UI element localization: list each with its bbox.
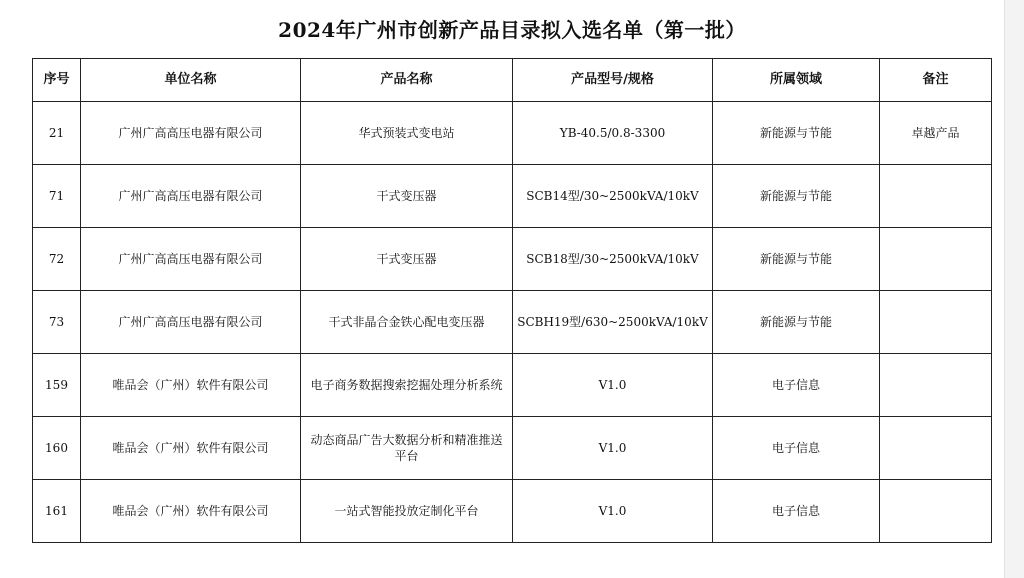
- candidate-list-table: [32, 58, 992, 543]
- header-field: 所属领域: [713, 59, 880, 102]
- cell-serial-number: 161: [33, 480, 81, 543]
- cell-company-name: 唯品会（广州）软件有限公司: [81, 480, 301, 543]
- cell-remarks: [880, 354, 992, 417]
- table-row: [33, 165, 992, 228]
- table-row: [33, 417, 992, 480]
- cell-company-name: 广州广高高压电器有限公司: [81, 165, 301, 228]
- table-row: [33, 102, 992, 165]
- cell-serial-number: 160: [33, 417, 81, 480]
- cell-field: 新能源与节能: [713, 165, 880, 228]
- cell-company-name: 广州广高高压电器有限公司: [81, 291, 301, 354]
- header-company-name: 单位名称: [81, 59, 301, 102]
- table-row: [33, 228, 992, 291]
- cell-product-name: 华式预装式变电站: [301, 102, 513, 165]
- cell-field: 电子信息: [713, 417, 880, 480]
- cell-product-name: 干式变压器: [301, 165, 513, 228]
- table-row: [33, 291, 992, 354]
- page-edge-strip: [1004, 0, 1024, 578]
- header-remarks: 备注: [880, 59, 992, 102]
- cell-field: 新能源与节能: [713, 291, 880, 354]
- cell-product-model: SCB18型/30~2500kVA/10kV: [513, 228, 713, 291]
- cell-serial-number: 21: [33, 102, 81, 165]
- cell-company-name: 广州广高高压电器有限公司: [81, 102, 301, 165]
- cell-product-model: YB-40.5/0.8-3300: [513, 102, 713, 165]
- cell-product-name: 一站式智能投放定制化平台: [301, 480, 513, 543]
- cell-product-model: V1.0: [513, 480, 713, 543]
- cell-product-model: SCB14型/30~2500kVA/10kV: [513, 165, 713, 228]
- cell-remarks: [880, 417, 992, 480]
- cell-field: 新能源与节能: [713, 228, 880, 291]
- cell-field: 电子信息: [713, 480, 880, 543]
- table-row: [33, 354, 992, 417]
- cell-remarks: [880, 480, 992, 543]
- cell-product-model: V1.0: [513, 417, 713, 480]
- cell-serial-number: 159: [33, 354, 81, 417]
- cell-product-name: 干式变压器: [301, 228, 513, 291]
- header-product-model: 产品型号/规格: [513, 59, 713, 102]
- cell-product-name: 电子商务数据搜索挖掘处理分析系统: [301, 354, 513, 417]
- cell-product-name: 动态商品广告大数据分析和精准推送平台: [301, 417, 513, 480]
- cell-field: 新能源与节能: [713, 102, 880, 165]
- cell-serial-number: 71: [33, 165, 81, 228]
- cell-company-name: 唯品会（广州）软件有限公司: [81, 417, 301, 480]
- table-row: [33, 480, 992, 543]
- cell-remarks: [880, 165, 992, 228]
- header-product-name: 产品名称: [301, 59, 513, 102]
- cell-field: 电子信息: [713, 354, 880, 417]
- cell-product-model: V1.0: [513, 354, 713, 417]
- cell-remarks: [880, 228, 992, 291]
- cell-serial-number: 72: [33, 228, 81, 291]
- cell-remarks: 卓越产品: [880, 102, 992, 165]
- table-header-row: [33, 59, 992, 102]
- cell-product-name: 干式非晶合金铁心配电变压器: [301, 291, 513, 354]
- document-title: 2024年广州市创新产品目录拟入选名单（第一批）: [278, 18, 746, 42]
- cell-product-model: SCBH19型/630~2500kVA/10kV: [513, 291, 713, 354]
- header-serial-number: 序号: [33, 59, 81, 102]
- cell-remarks: [880, 291, 992, 354]
- cell-serial-number: 73: [33, 291, 81, 354]
- cell-company-name: 唯品会（广州）软件有限公司: [81, 354, 301, 417]
- cell-company-name: 广州广高高压电器有限公司: [81, 228, 301, 291]
